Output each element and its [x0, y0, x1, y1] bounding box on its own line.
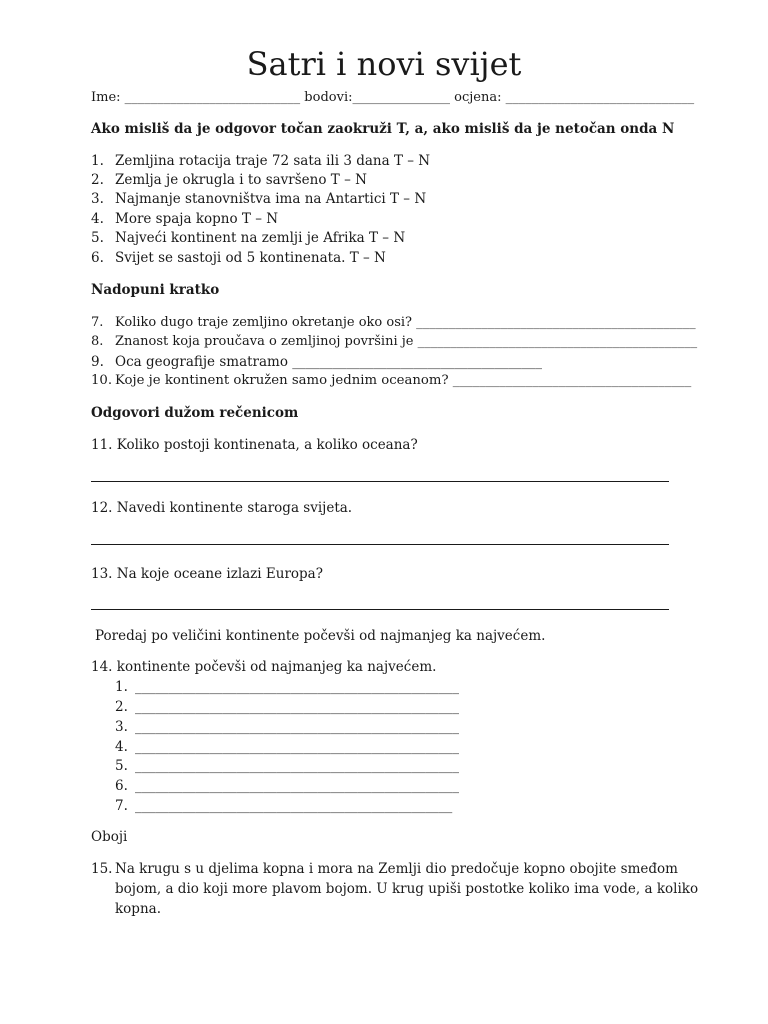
ordering-instruction: Poredaj po veličini kontinente počevši od najmanjeg ka najvećem. [95, 628, 546, 644]
question-15-line: kopna. [115, 901, 161, 917]
list-item: 1. ________________________________________________ [115, 679, 459, 695]
long-answer-heading: Odgovori dužom rečenicom [91, 405, 299, 421]
student-info-line: Ime: ___________________________ bodovi:_______________ ocjena: _____________________________ [91, 90, 695, 105]
question-15-number: 15. [91, 861, 113, 877]
answer-line [91, 609, 669, 610]
fill-in-heading: Nadopuni kratko [91, 282, 220, 298]
answer-line [91, 481, 669, 482]
question-13: 13. Na koje oceane izlazi Europa? [91, 566, 323, 582]
list-item: 3. ________________________________________________ [115, 719, 459, 735]
question-11: 11. Koliko postoji kontinenata, a koliko oceana? [91, 437, 418, 453]
list-item: 3. Najmanje stanovništva ima na Antartici T – N [91, 191, 427, 207]
color-heading: Oboji [91, 829, 128, 845]
list-item: 2. Zemlja je okrugla i to savršeno T – N [91, 172, 367, 188]
list-item: 5. Najveći kontinent na zemlji je Afrika T – N [91, 230, 406, 246]
question-14: 14. kontinente počevši od najmanjeg ka najvećem. [91, 659, 437, 675]
question-15-line: Na krugu s u djelima kopna i mora na Zemlji dio predočuje kopno obojite smeđom [115, 861, 678, 877]
list-item: 6. ________________________________________________ [115, 778, 459, 794]
list-item: 2. ________________________________________________ [115, 699, 459, 715]
list-item: 6. Svijet se sastoji od 5 kontinenata. T – N [91, 250, 386, 266]
list-item: 10. Koje je kontinent okružen samo jednim oceanom? ____________________________________ [91, 373, 692, 388]
list-item: 1. Zemljina rotacija traje 72 sata ili 3 dana T – N [91, 153, 431, 169]
question-15-line: bojom, a dio koji more plavom bojom. U krug upiši postotke koliko ima vode, a koliko [115, 881, 699, 897]
list-item: 7. Koliko dugo traje zemljino okretanje oko osi? ___________________________________________ [91, 315, 696, 330]
page-title: Satri i novi svijet [246, 45, 522, 83]
answer-line [91, 544, 669, 545]
list-item: 9. Oca geografije smatramo _____________________________________ [91, 354, 543, 370]
list-item: 7. _______________________________________________ [115, 798, 453, 814]
list-item: 4. More spaja kopno T – N [91, 211, 279, 227]
list-item: 8. Znanost koja proučava o zemljinoj površini je ___________________________________________ [91, 334, 698, 349]
true-false-instruction: Ako misliš da je odgovor točan zaokruži T, a, ako misliš da je netočan onda N [91, 121, 675, 137]
question-12: 12. Navedi kontinente staroga svijeta. [91, 500, 353, 516]
list-item: 5. ________________________________________________ [115, 758, 459, 774]
list-item: 4. ________________________________________________ [115, 739, 459, 755]
